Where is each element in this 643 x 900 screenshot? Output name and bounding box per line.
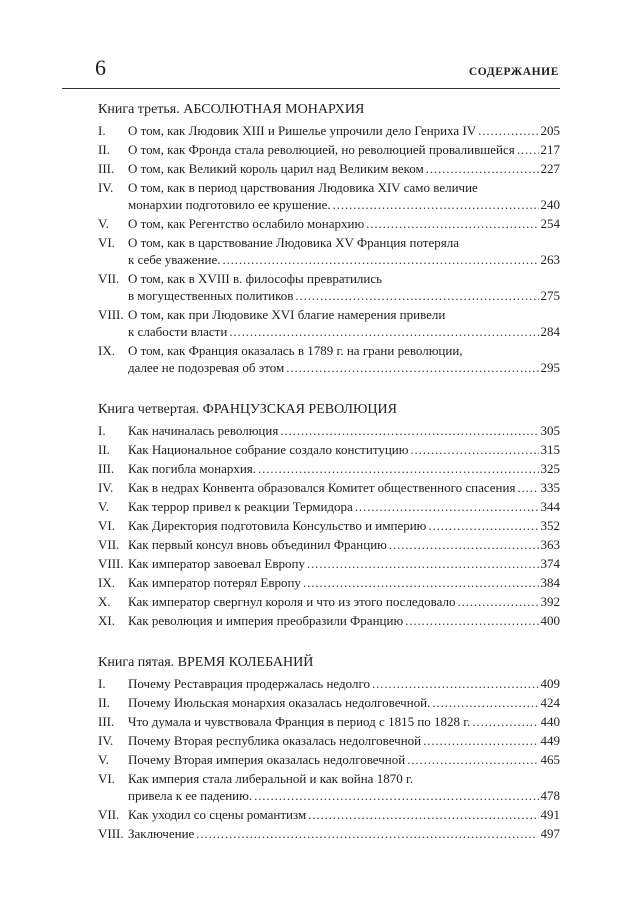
dot-leader <box>258 460 538 477</box>
chapter-number: IX. <box>98 575 115 590</box>
chapter-title-block <box>128 536 560 553</box>
chapter-title-line <box>128 122 560 139</box>
chapter-title-text: Почему Вторая республика оказалась недолговечной <box>128 733 422 748</box>
chapter-title-block <box>128 694 560 711</box>
dot-leader <box>222 251 538 268</box>
chapter-title-line <box>128 306 560 323</box>
chapter-title-text: Как император потерял Европу <box>128 575 301 590</box>
dot-leader <box>254 787 538 804</box>
chapter-title-line <box>128 460 560 477</box>
toc-entry[interactable] <box>98 498 560 515</box>
chapter-title-block <box>128 270 560 304</box>
chapter-title-block <box>128 612 560 629</box>
toc-entry[interactable] <box>98 479 560 496</box>
chapter-title-block <box>128 234 560 268</box>
chapter-title-line <box>128 251 560 268</box>
toc-entry[interactable] <box>98 179 560 213</box>
running-head: СОДЕРЖАНИЕ <box>468 66 559 78</box>
chapter-title-line <box>128 694 560 711</box>
chapter-title-block <box>128 122 560 139</box>
chapter-title-line <box>128 441 560 458</box>
toc-entry[interactable] <box>98 270 560 304</box>
chapter-title-text: Как в недрах Конвента образовался Комитет общественного спасения <box>128 480 516 495</box>
chapter-title-text: О том, как Фронда стала революцией, но революцией провалившейся <box>128 142 515 157</box>
chapter-title-text: в могущественных политиков <box>128 288 294 303</box>
chapter-title-text: Почему Июльская монархия оказалась недолговечной. <box>128 695 431 710</box>
chapter-title-line <box>128 787 560 804</box>
chapter-title-text: Как погибла монархия. <box>128 461 257 476</box>
chapter-title-block <box>128 460 560 477</box>
chapter-title-block <box>128 825 560 842</box>
chapter-title-block <box>128 555 560 572</box>
page-reference: 275 <box>540 288 560 303</box>
toc-entry[interactable] <box>98 517 560 534</box>
chapter-title-text: Как Национальное собрание создало конституцию <box>128 442 409 457</box>
page-reference: 497 <box>540 826 560 841</box>
dot-leader <box>517 479 538 496</box>
chapter-title-block <box>128 751 560 768</box>
toc-entry[interactable] <box>98 460 560 477</box>
chapter-title-block <box>128 675 560 692</box>
page-reference: 449 <box>540 733 560 748</box>
dot-leader <box>308 806 538 823</box>
chapter-title-line <box>128 751 560 768</box>
header-rule <box>62 88 560 89</box>
chapter-title-block <box>128 422 560 439</box>
chapter-title-line <box>128 574 560 591</box>
page-reference: 440 <box>540 714 560 729</box>
toc-entry[interactable] <box>98 555 560 572</box>
toc-entry[interactable] <box>98 160 560 177</box>
page-reference: 491 <box>540 807 560 822</box>
toc-entry[interactable] <box>98 751 560 768</box>
chapter-number: IX. <box>98 343 115 358</box>
chapter-title-line <box>128 517 560 534</box>
chapter-number: X. <box>98 594 111 609</box>
chapter-title-block <box>128 479 560 496</box>
page-reference: 240 <box>540 197 560 212</box>
chapter-title-line <box>128 234 560 251</box>
chapter-title-text: О том, как в период царствования Людовика XIV само величие <box>128 180 478 195</box>
chapter-number: V. <box>98 499 109 514</box>
page-reference: 305 <box>540 423 560 438</box>
chapter-title-text: О том, как Людовик XIII и Ришелье упрочили дело Генриха IV <box>128 123 477 138</box>
page-reference: 363 <box>540 537 560 552</box>
page-reference: 400 <box>540 613 560 628</box>
dot-leader <box>472 713 538 730</box>
dot-leader <box>457 593 538 610</box>
chapter-title-text: Как уходил со сцены романтизм <box>128 807 307 822</box>
dot-leader <box>372 675 539 692</box>
chapter-number: V. <box>98 216 109 231</box>
dot-leader <box>432 694 538 711</box>
chapter-title-line <box>128 732 560 749</box>
table-of-contents <box>98 100 560 866</box>
chapter-number: II. <box>98 442 110 457</box>
chapter-title-block <box>128 574 560 591</box>
toc-entry[interactable] <box>98 141 560 158</box>
page-reference: 374 <box>540 556 560 571</box>
toc-entry[interactable] <box>98 694 560 711</box>
chapter-title-line <box>128 287 560 304</box>
dot-leader <box>280 422 538 439</box>
page-reference: 205 <box>540 123 560 138</box>
dot-leader <box>333 196 539 213</box>
chapter-title-text: О том, как в XVIII в. философы превратились <box>128 271 383 286</box>
dot-leader <box>286 359 538 376</box>
chapter-number: VII. <box>98 271 120 286</box>
chapter-number: III. <box>98 714 115 729</box>
chapter-title-text: О том, как Регентство ослабило монархию <box>128 216 365 231</box>
book-title: Книга четвертая. ФРАНЦУЗСКАЯ РЕВОЛЮЦИЯ <box>98 402 397 417</box>
chapter-title-line <box>128 806 560 823</box>
chapter-number: IV. <box>98 733 114 748</box>
chapter-title-line <box>128 141 560 158</box>
page-reference: 465 <box>540 752 560 767</box>
chapter-title-block <box>128 713 560 730</box>
toc-entry[interactable] <box>98 593 560 610</box>
dot-leader <box>389 536 539 553</box>
page-reference: 254 <box>540 216 560 231</box>
chapter-title-line <box>128 675 560 692</box>
page-reference: 295 <box>540 360 560 375</box>
chapter-title-block <box>128 160 560 177</box>
chapter-title-text: Как первый консул вновь объединил Францию <box>128 537 387 552</box>
chapter-number: VI. <box>98 235 115 250</box>
chapter-number: VIII. <box>98 826 124 841</box>
chapter-title-line <box>128 536 560 553</box>
book-title: Книга третья. АБСОЛЮТНАЯ МОНАРХИЯ <box>98 102 365 117</box>
chapter-number: III. <box>98 161 115 176</box>
chapter-title-text: Почему Вторая империя оказалась недолговечной <box>128 752 406 767</box>
chapter-title-text: монархии подготовило ее крушение. <box>128 197 331 212</box>
book-section <box>98 653 560 842</box>
chapter-number: IV. <box>98 480 114 495</box>
chapter-title-block <box>128 770 560 804</box>
chapter-title-text: О том, как Франция оказалась в 1789 г. на грани революции, <box>128 343 463 358</box>
dot-leader <box>366 215 538 232</box>
chapter-title-line <box>128 825 560 842</box>
dot-leader <box>355 498 539 515</box>
chapter-title-line <box>128 479 560 496</box>
page-reference: 284 <box>540 324 560 339</box>
chapter-title-line <box>128 359 560 376</box>
chapter-number: VII. <box>98 537 120 552</box>
toc-entry[interactable] <box>98 825 560 842</box>
dot-leader <box>423 732 538 749</box>
page-reference: 315 <box>540 442 560 457</box>
page-reference: 227 <box>540 161 560 176</box>
dot-leader <box>407 751 538 768</box>
toc-entry[interactable] <box>98 441 560 458</box>
chapter-title-block <box>128 441 560 458</box>
page-reference: 335 <box>540 480 560 495</box>
dot-leader <box>307 555 539 572</box>
dot-leader <box>295 287 538 304</box>
dot-leader <box>405 612 538 629</box>
toc-entry[interactable] <box>98 422 560 439</box>
chapter-title-block <box>128 179 560 213</box>
chapter-title-line <box>128 612 560 629</box>
chapter-title-text: О том, как Великий король царил над Великим веком <box>128 161 424 176</box>
chapter-title-text: Почему Реставрация продержалась недолго <box>128 676 370 691</box>
chapter-number: V. <box>98 752 109 767</box>
dot-leader <box>303 574 539 591</box>
chapter-title-line <box>128 770 560 787</box>
dot-leader <box>426 160 539 177</box>
chapter-title-text: Что думала и чувствовала Франция в период с 1815 по 1828 г. <box>128 714 471 729</box>
chapter-title-line <box>128 179 560 196</box>
dot-leader <box>428 517 538 534</box>
page-reference: 217 <box>540 142 560 157</box>
chapter-title-block <box>128 141 560 158</box>
chapter-title-block <box>128 306 560 340</box>
chapter-number: I. <box>98 123 106 138</box>
toc-entry[interactable] <box>98 574 560 591</box>
chapter-title-block <box>128 517 560 534</box>
page-reference: 424 <box>540 695 560 710</box>
chapter-number: VI. <box>98 771 115 786</box>
chapter-title-line <box>128 323 560 340</box>
chapter-title-text: к слабости власти <box>128 324 228 339</box>
chapter-number: IV. <box>98 180 114 195</box>
chapter-title-block <box>128 593 560 610</box>
page-reference: 263 <box>540 252 560 267</box>
chapter-title-line <box>128 593 560 610</box>
toc-entry[interactable] <box>98 713 560 730</box>
chapter-title-line <box>128 160 560 177</box>
chapter-title-text: Как император завоевал Европу <box>128 556 305 571</box>
chapter-title-line <box>128 498 560 515</box>
chapter-title-line <box>128 555 560 572</box>
chapter-title-text: далее не подозревая об этом <box>128 360 285 375</box>
chapter-title-text: Заключение <box>128 826 195 841</box>
chapter-number: VIII. <box>98 307 124 322</box>
page-reference: 384 <box>540 575 560 590</box>
page-number: 6 <box>95 55 106 80</box>
toc-entry[interactable] <box>98 732 560 749</box>
toc-entry[interactable] <box>98 770 560 804</box>
toc-entry[interactable] <box>98 215 560 232</box>
chapter-title-block <box>128 806 560 823</box>
page-reference: 392 <box>540 594 560 609</box>
toc-entry[interactable] <box>98 122 560 139</box>
chapter-title-line <box>128 215 560 232</box>
chapter-title-block <box>128 342 560 376</box>
chapter-title-line <box>128 270 560 287</box>
chapter-number: XI. <box>98 613 115 628</box>
chapter-title-text: Как император свергнул короля и что из этого последовало <box>128 594 456 609</box>
page-reference: 344 <box>540 499 560 514</box>
toc-entry[interactable] <box>98 806 560 823</box>
toc-entry[interactable] <box>98 234 560 268</box>
chapter-title-block <box>128 732 560 749</box>
chapter-title-line <box>128 196 560 213</box>
chapter-title-line <box>128 342 560 359</box>
chapter-title-text: привела к ее падению. <box>128 788 253 803</box>
toc-entry[interactable] <box>98 306 560 340</box>
page-reference: 352 <box>540 518 560 533</box>
chapter-title-text: к себе уважение. <box>128 252 221 267</box>
chapter-title-line <box>128 422 560 439</box>
chapter-number: III. <box>98 461 115 476</box>
chapter-number: II. <box>98 695 110 710</box>
toc-entry[interactable] <box>98 612 560 629</box>
chapter-title-text: Как террор привел к реакции Термидора <box>128 499 353 514</box>
chapter-title-text: Как начиналась революция <box>128 423 279 438</box>
toc-entry[interactable] <box>98 536 560 553</box>
book-title: Книга пятая. ВРЕМЯ КОЛЕБАНИЙ <box>98 655 314 670</box>
chapter-title-text: Как империя стала либеральной и как война 1870 г. <box>128 771 414 786</box>
chapter-title-line <box>128 713 560 730</box>
chapter-title-block <box>128 215 560 232</box>
chapter-number: I. <box>98 423 106 438</box>
dot-leader <box>196 825 538 842</box>
chapter-title-text: О том, как при Людовике XVI благие намерения привели <box>128 307 446 322</box>
dot-leader <box>229 323 538 340</box>
chapter-number: VI. <box>98 518 115 533</box>
toc-entry[interactable] <box>98 342 560 376</box>
dot-leader <box>410 441 538 458</box>
chapter-number: I. <box>98 676 106 691</box>
chapter-title-block <box>128 498 560 515</box>
page-reference: 325 <box>540 461 560 476</box>
toc-entry[interactable] <box>98 675 560 692</box>
book-section <box>98 400 560 629</box>
dot-leader <box>517 141 539 158</box>
chapter-number: II. <box>98 142 110 157</box>
chapter-number: VIII. <box>98 556 124 571</box>
chapter-number: VII. <box>98 807 120 822</box>
dot-leader <box>478 122 538 139</box>
book-section <box>98 100 560 376</box>
page-reference: 478 <box>540 788 560 803</box>
chapter-title-text: Как революция и империя преобразили Францию <box>128 613 404 628</box>
page-reference: 409 <box>540 676 560 691</box>
chapter-title-text: Как Директория подготовила Консульство и империю <box>128 518 427 533</box>
chapter-title-text: О том, как в царствование Людовика XV Франция потеряла <box>128 235 459 250</box>
